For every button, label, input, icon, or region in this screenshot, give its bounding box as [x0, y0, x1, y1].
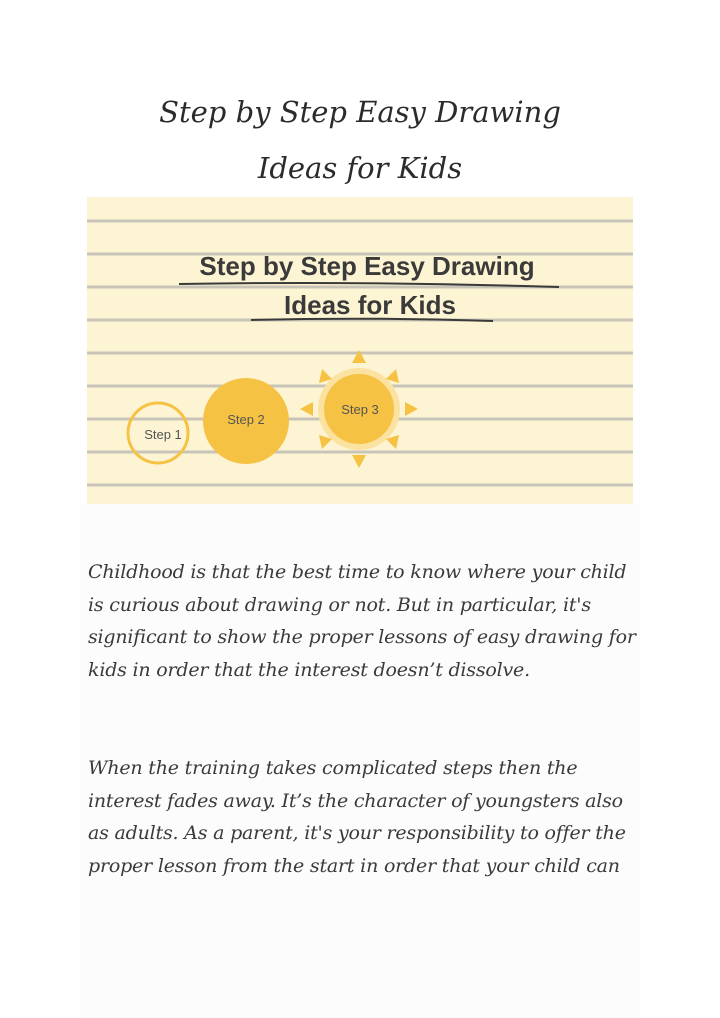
paragraph-2: When the training takes complicated steps then the interest fades away. It’s the character of youngsters also as adults. As a parent, it's your responsibility to offer the proper lesson from the start in order that your child can [88, 757, 626, 877]
article-body [80, 504, 640, 1018]
step2-label: Step 2 [227, 412, 265, 427]
banner-image [87, 197, 633, 504]
paragraph-1: Childhood is that the best time to know where your child is curious about drawing or not. But in particular, it's significant to show the proper lessons of easy drawing for kids in order that the interest doesn’t dissolve. [88, 561, 636, 681]
step3-label: Step 3 [341, 402, 379, 417]
page-title-line2: Ideas for Kids [257, 151, 463, 185]
page-title [0, 84, 720, 196]
banner-illustration [87, 197, 633, 504]
banner-heading-line1: Step by Step Easy Drawing [199, 251, 535, 281]
page-title-line1: Step by Step Easy Drawing [159, 95, 561, 129]
banner-heading-line2: Ideas for Kids [284, 290, 456, 320]
step1-label: Step 1 [144, 427, 182, 442]
